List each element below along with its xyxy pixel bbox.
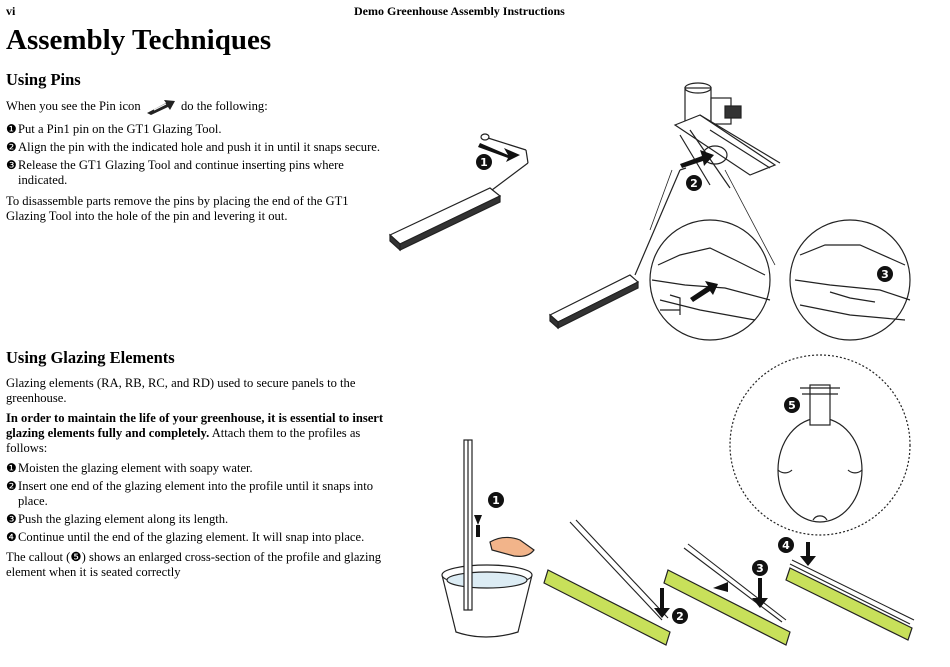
glazing-illustration	[430, 370, 920, 660]
glaze-arrow-push	[713, 582, 728, 592]
step-text: Insert one end of the glazing element into the profile until it snaps into place.	[18, 479, 373, 508]
glazing-emphasis-paragraph	[6, 411, 390, 456]
section-heading-glazing: Using Glazing Elements	[6, 348, 175, 367]
pin-callout-1	[476, 154, 492, 170]
glazing-text	[6, 376, 390, 585]
soapy-water	[447, 572, 527, 588]
step-text: Put a Pin1 pin on the GT1 Glazing Tool.	[18, 122, 222, 137]
step-text: Align the pin with the indicated hole and push it in until it snaps secure.	[18, 140, 381, 155]
profile-2	[664, 570, 790, 645]
pin-illustration	[380, 70, 920, 360]
pins-intro	[6, 99, 390, 115]
svg-text:3: 3	[756, 562, 764, 575]
pins-intro-before: When you see the Pin icon	[6, 99, 141, 113]
pins-step-3	[6, 158, 390, 188]
step-number: ❸	[6, 158, 17, 173]
pins-intro-after: do the following:	[180, 99, 268, 113]
running-header-title: Demo Greenhouse Assembly Instructions	[354, 4, 565, 18]
step-text: Release the GT1 Glazing Tool and continue inserting pins where indicated.	[18, 158, 344, 188]
glaze-callout-2	[672, 608, 688, 624]
glaze-callout-3	[752, 560, 768, 576]
pin-callout-2	[686, 175, 702, 191]
step-number: ❹	[6, 530, 17, 544]
pins-step-1	[6, 122, 390, 137]
glazing-step-3	[6, 512, 390, 527]
glaze-callout-4	[778, 537, 794, 553]
glaze-arrow-2	[660, 588, 664, 608]
glaze-callout-1	[488, 492, 504, 508]
glazing-intro: Glazing elements (RA, RB, RC, and RD) used to secure panels to the greenhouse.	[6, 376, 356, 405]
step-number: ❷	[6, 479, 17, 493]
glazing-step-4	[6, 530, 390, 545]
profile-1	[544, 570, 670, 645]
glazing-emphasis-after: Attach them to the profiles as follows:	[6, 426, 361, 455]
glaze-arrow-up	[474, 515, 482, 525]
step-number: ❶	[6, 122, 17, 137]
pin-arrow-2	[680, 150, 714, 168]
pin-callout-3	[877, 266, 893, 282]
step-text: Continue until the end of the glazing element. It will snap into place.	[18, 530, 365, 544]
step-number: ❸	[6, 512, 17, 526]
step-text: Moisten the glazing element with soapy water.	[18, 461, 253, 475]
profile-3	[786, 568, 912, 640]
step-text: Push the glazing element along its length.	[18, 512, 229, 526]
glazing-step-1	[6, 461, 390, 476]
step-number: ❷	[6, 140, 17, 155]
glaze-arrow-4	[806, 542, 810, 556]
glaze-arrow-3	[758, 578, 762, 598]
svg-text:3: 3	[881, 268, 889, 281]
hand	[490, 537, 534, 556]
step-number: ❶	[6, 461, 17, 475]
svg-text:1: 1	[492, 494, 500, 507]
pins-text	[6, 99, 390, 229]
glazing-emphasis: In order to maintain the life of your greenhouse, it is essential to insert glazing elements fully and completely.	[6, 411, 384, 440]
glazing-outro: The callout (❺) shows an enlarged cross-section of the profile and glazing element when it is seated correctly	[6, 550, 382, 579]
section-heading-pins: Using Pins	[6, 70, 81, 89]
svg-text:5: 5	[788, 399, 796, 412]
pins-outro: To disassemble parts remove the pins by placing the end of the GT1 Glazing Tool into the hole of the pin and levering it out.	[6, 194, 349, 224]
svg-text:2: 2	[690, 177, 698, 190]
svg-text:2: 2	[676, 610, 684, 623]
glaze-callout-5	[784, 397, 800, 413]
page-number: vi	[6, 4, 16, 18]
pins-step-2	[6, 140, 390, 155]
page-title: Assembly Techniques	[6, 24, 272, 56]
pin-icon	[146, 99, 176, 115]
svg-text:4: 4	[782, 539, 790, 552]
glazing-step-2	[6, 479, 390, 509]
svg-text:1: 1	[480, 156, 488, 169]
